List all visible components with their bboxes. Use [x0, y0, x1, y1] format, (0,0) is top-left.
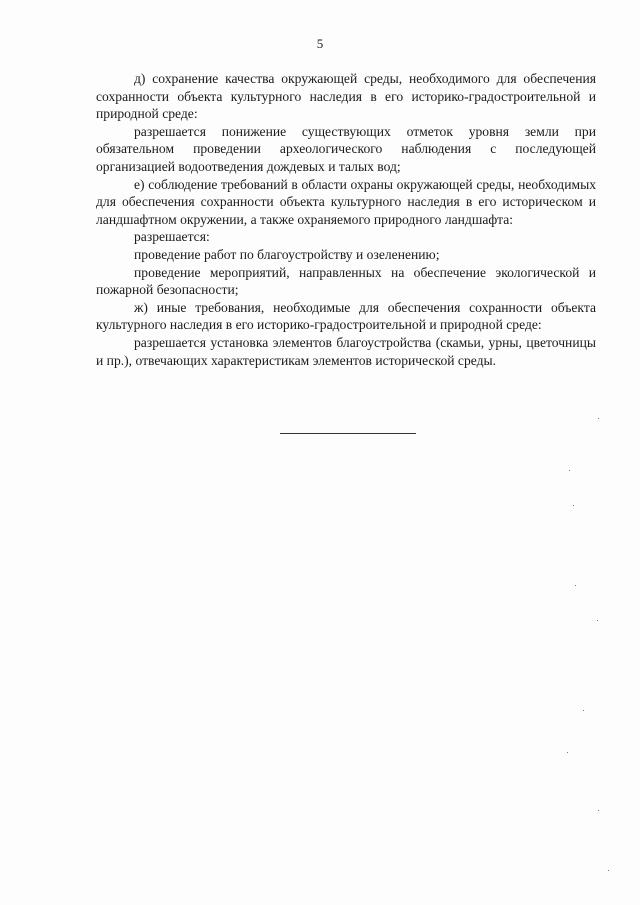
scan-speck — [597, 620, 598, 621]
paragraph-e-item-landscaping: проведение работ по благоустройству и озеленению; — [134, 246, 440, 262]
scan-speck — [598, 810, 599, 811]
scan-speck — [575, 585, 576, 586]
paragraph-zh-permitted: разрешается установка элементов благоустройства (скамьи, урны, цветочницы и пр.), отвечающих характеристикам элементов исторической среды. — [96, 334, 596, 368]
scan-speck — [569, 470, 570, 471]
page-number: 5 — [316, 36, 324, 51]
document-body — [96, 70, 596, 369]
paragraph-d: д) сохранение качества окружающей среды, необходимого для обеспечения сохранности объекта культурного наследия в его историко-градостроительной и природной среде: — [96, 71, 596, 122]
scan-speck — [583, 710, 584, 711]
scan-speck — [567, 752, 568, 753]
scan-speck — [573, 505, 574, 506]
paragraph-e-item-safety: проведение мероприятий, направленных на обеспечение экологической и пожарной безопасности; — [96, 264, 596, 298]
paragraph-e: е) соблюдение требований в области охраны окружающей среды, необходимых для обеспечения сохранности объекта культурного наследия в его историческом и ландшафтном окружении, а также охраняемого природного ландшафта: — [96, 176, 596, 227]
scan-speck — [598, 418, 599, 419]
scan-speck — [608, 870, 609, 871]
end-of-text-rule — [280, 433, 416, 434]
paragraph-d-permitted: разрешается понижение существующих отметок уровня земли при обязательном проведении археологического наблюдения с последующей организацией водоотведения дождевых и талых вод; — [96, 123, 596, 174]
paragraph-e-permitted-heading: разрешается: — [134, 229, 210, 245]
paragraph-zh: ж) иные требования, необходимые для обеспечения сохранности объекта культурного наследия в его историко-градостроительной и природной среде: — [96, 299, 596, 333]
